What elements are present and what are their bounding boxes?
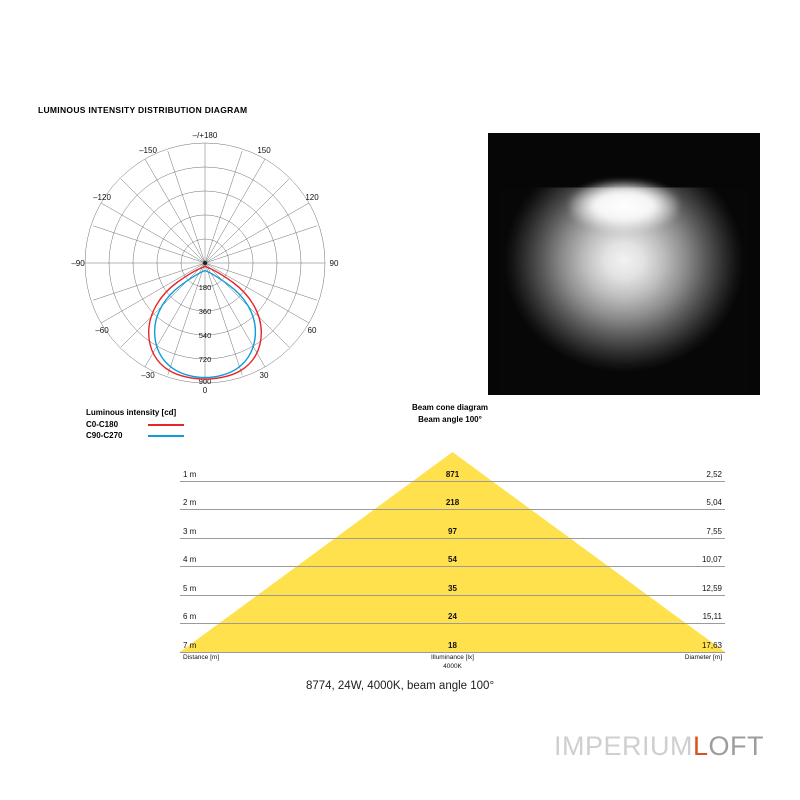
- polar-angle-label-m60: –60: [95, 326, 109, 335]
- polar-angle-label-m90: –90: [71, 259, 85, 268]
- page-title: LUMINOUS INTENSITY DISTRIBUTION DIAGRAM: [38, 105, 248, 115]
- row-illuminance: 24: [448, 612, 457, 621]
- polar-angle-label-m150: –150: [139, 146, 157, 155]
- table-row: [180, 623, 725, 653]
- legend-item-c0-c180: [86, 420, 184, 429]
- polar-angle-label-180: –/+180: [192, 131, 218, 140]
- luminaire-beam-photo: [488, 133, 760, 395]
- product-caption: 8774, 24W, 4000K, beam angle 100°: [305, 680, 495, 692]
- row-illuminance: 218: [445, 498, 460, 507]
- row-diameter: 10,07: [701, 555, 722, 564]
- polar-radial-label-180: 180: [198, 283, 212, 292]
- beam-cone-rows: [180, 452, 725, 652]
- beam-cone-heading-line2: Beam angle 100°: [418, 415, 482, 424]
- polar-center-dot: [203, 261, 207, 265]
- beam-cone-heading-line1: Beam cone diagram: [411, 403, 489, 412]
- row-distance: 6 m: [183, 612, 197, 621]
- table-row: [180, 538, 725, 568]
- row-distance: 7 m: [183, 640, 197, 650]
- footer-diameter-label: Diameter [m]: [684, 654, 722, 661]
- polar-radial-label-900: 900: [198, 377, 212, 386]
- row-illuminance: 871: [445, 469, 460, 479]
- polar-diagram: [40, 128, 370, 398]
- footer-illuminance-line1: Illuminance [lx]: [431, 654, 474, 661]
- row-diameter: 15,11: [702, 612, 722, 621]
- row-illuminance: 97: [448, 526, 457, 536]
- row-distance: 2 m: [183, 498, 197, 507]
- footer-illuminance-line2: 4000K: [443, 662, 462, 670]
- logo-part-l: L: [692, 731, 709, 761]
- row-distance: 1 m: [183, 469, 197, 479]
- row-diameter: 12,59: [701, 583, 722, 593]
- legend: [86, 408, 184, 442]
- legend-title: Luminous intensity [cd]: [86, 408, 177, 417]
- row-diameter: 2,52: [706, 469, 722, 479]
- legend-swatch-blue: [148, 435, 184, 437]
- polar-angle-label-90: 90: [329, 259, 339, 268]
- polar-radial-label-540: 540: [198, 331, 212, 340]
- logo-part-oft: OFT: [708, 731, 764, 761]
- footer-illuminance-label: [180, 654, 725, 671]
- beam-cone-footer: [180, 654, 725, 674]
- table-row: [180, 481, 725, 511]
- row-diameter: 5,04: [706, 498, 722, 507]
- logo-part-imperium: IMPERIUM: [553, 731, 693, 761]
- row-illuminance: 18: [448, 640, 457, 650]
- polar-diagram-svg: [40, 128, 370, 398]
- row-diameter: 7,55: [706, 526, 722, 536]
- brand-logo: [554, 731, 764, 762]
- row-distance: 4 m: [183, 555, 197, 564]
- legend-item-label: C90-C270: [86, 431, 123, 440]
- table-row: [180, 509, 725, 539]
- table-row: [180, 452, 725, 482]
- polar-angle-label-30: 30: [259, 371, 269, 380]
- beam-cone-diagram: [180, 452, 725, 652]
- row-distance: 3 m: [183, 526, 197, 536]
- row-distance: 5 m: [183, 583, 197, 593]
- row-illuminance: 35: [448, 583, 457, 593]
- polar-angle-label-m30: –30: [141, 371, 155, 380]
- polar-angle-label-150: 150: [257, 146, 271, 155]
- polar-angle-label-60: 60: [307, 326, 317, 335]
- legend-swatch-red: [148, 424, 184, 426]
- beam-cone-heading: [350, 402, 550, 426]
- row-diameter: 17,63: [701, 640, 722, 650]
- legend-item-label: C0-C180: [86, 420, 119, 429]
- polar-radial-label-720: 720: [198, 355, 212, 364]
- beam-hotspot: [569, 180, 679, 232]
- polar-angle-label-m120: –120: [93, 193, 111, 202]
- row-illuminance: 54: [448, 555, 457, 564]
- polar-radial-label-360: 360: [198, 307, 212, 316]
- table-row: [180, 566, 725, 596]
- legend-item-c90-c270: [86, 431, 184, 440]
- polar-angle-label-120: 120: [305, 193, 319, 202]
- table-row: [180, 595, 725, 625]
- polar-angle-label-0: 0: [202, 386, 208, 395]
- footer-distance-label: Distance [m]: [183, 654, 220, 661]
